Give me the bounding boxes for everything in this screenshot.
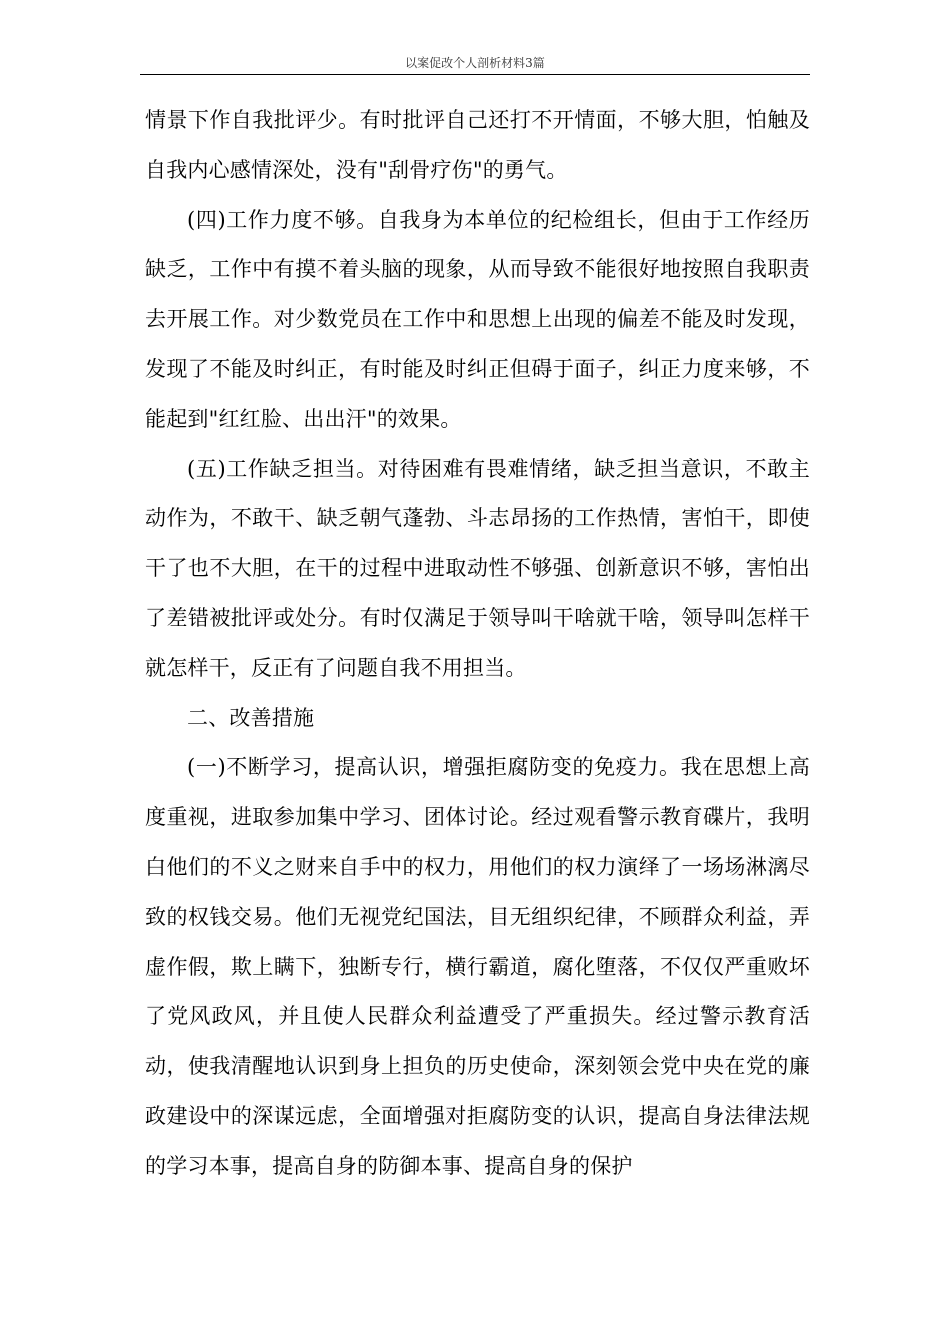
paragraph-lack-responsibility: (五)工作缺乏担当。对待困难有畏难情绪，缺乏担当意识，不敢主动作为，不敢干、缺乏朝气蓬勃、斗志昂扬的工作热情，害怕干，即使干了也不大胆，在干的过程中进取动性不够强、创新意识不够，害怕出了差错被批评或处分。有时仅满足于领导叫干啥就干啥，领导叫怎样干就怎样干，反正有了问题自我不用担当。 <box>145 456 810 680</box>
paragraph-work-strength: (四)工作力度不够。自我身为本单位的纪检组长，但由于工作经历缺乏，工作中有摸不着头脑的现象，从而导致不能很好地按照自我职责去开展工作。对少数党员在工作中和思想上出现的偏差不能及时发现，发现了不能及时纠正，有时能及时纠正但碍于面子，纠正力度来够，不能起到"红红脸、出出汗"的效果。 <box>145 207 810 431</box>
paragraph-continuation: 情景下作自我批评少。有时批评自己还打不开情面，不够大胆，怕触及自我内心感情深处，没有"刮骨疗伤"的勇气。 <box>145 108 810 182</box>
paragraph-continuous-learning: (一)不断学习，提高认识，增强拒腐防变的免疫力。我在思想上高度重视，进取参加集中学习、团体讨论。经过观看警示教育碟片，我明白他们的不义之财来自手中的权力，用他们的权力演绎了一场场淋漓尽致的权钱交易。他们无视党纪国法，目无组织纪律，不顾群众利益，弄虚作假，欺上瞒下，独断专行，横行霸道，腐化堕落，不仅仅严重败坏了党风政风，并且使人民群众利益遭受了严重损失。经过警示教育活动，使我清醒地认识到身上担负的历史使命，深刻领会党中央在党的廉政建设中的深谋远虑，全面增强对拒腐防变的认识，提高自身法律法规的学习本事，提高自身的防御本事、提高自身的保护 <box>145 755 810 1178</box>
section-heading-improvement: 二、改善措施 <box>187 705 315 730</box>
page-header <box>140 52 810 75</box>
header-title: 以案促改个人剖析材料3篇 <box>405 56 545 70</box>
document-body <box>145 96 810 1192</box>
